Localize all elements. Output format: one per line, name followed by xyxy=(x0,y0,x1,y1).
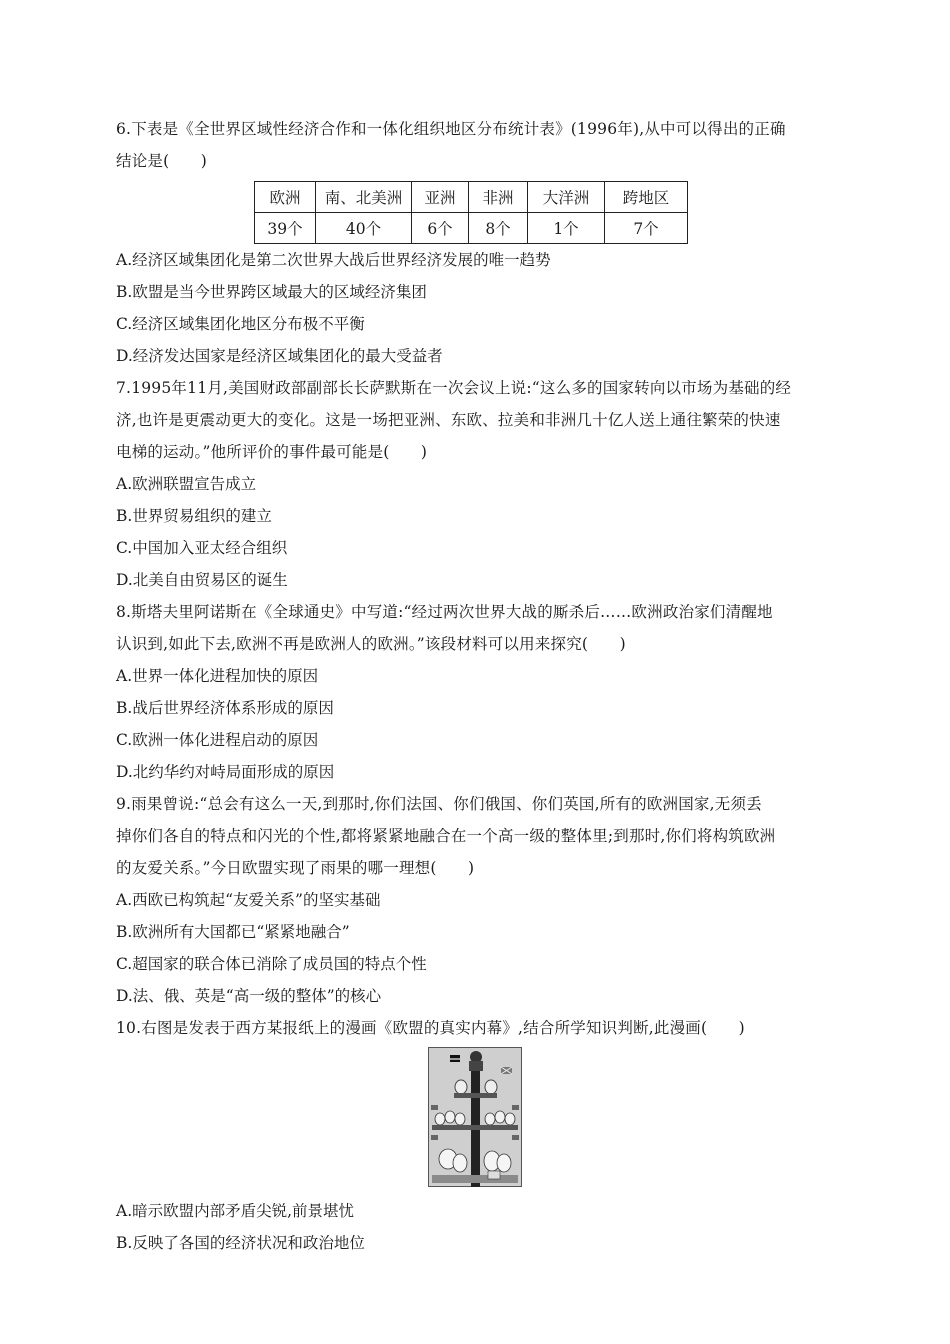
table-cell: 7个 xyxy=(605,213,688,244)
question-7-stem-line-3: 电梯的运动。”他所评价的事件最可能是( ) xyxy=(116,443,428,461)
question-6-option-c: C.经济区域集团化地区分布极不平衡 xyxy=(116,315,365,333)
question-10 xyxy=(116,1012,836,1259)
table-cell: 40个 xyxy=(316,213,412,244)
question-6-option-d: D.经济发达国家是经济区域集团化的最大受益者 xyxy=(116,347,443,365)
question-8-stem-line-1: 8.斯塔夫里阿诺斯在《全球通史》中写道:“经过两次世界大战的厮杀后……欧洲政治家们清醒地 xyxy=(116,603,773,621)
distribution-table xyxy=(254,181,688,244)
question-7 xyxy=(116,372,836,596)
question-6-option-b: B.欧盟是当今世界跨区域最大的区域经济集团 xyxy=(116,283,427,301)
question-9-option-a: A.西欧已构筑起“友爱关系”的坚实基础 xyxy=(116,891,381,909)
question-9-stem-line-2: 掉你们各自的特点和闪光的个性,都将紧紧地融合在一个高一级的整体里;到那时,你们将构筑欧洲 xyxy=(116,827,776,845)
question-9 xyxy=(116,788,836,1012)
question-8 xyxy=(116,596,836,788)
table-cell: 1个 xyxy=(528,213,605,244)
question-8-option-b: B.战后世界经济体系形成的原因 xyxy=(116,699,334,717)
table-cell: 39个 xyxy=(255,213,316,244)
table-header-cell: 非洲 xyxy=(469,182,528,213)
comic-container xyxy=(116,1047,836,1189)
question-7-option-d: D.北美自由贸易区的诞生 xyxy=(116,571,288,589)
question-10-stem-line-1: 10.右图是发表于西方某报纸上的漫画《欧盟的真实内幕》,结合所学知识判断,此漫画( ) xyxy=(116,1019,745,1037)
question-9-option-b: B.欧洲所有大国都已“紧紧地融合” xyxy=(116,923,350,941)
question-6-option-a: A.经济区域集团化是第二次世界大战后世界经济发展的唯一趋势 xyxy=(116,251,551,269)
eu-cartoon-image xyxy=(428,1047,522,1187)
question-7-stem-line-1: 7.1995年11月,美国财政部副部长长萨默斯在一次会议上说:“这么多的国家转向以市场为基础的经 xyxy=(116,379,792,397)
table-header-cell: 亚洲 xyxy=(412,182,469,213)
table-header-cell: 南、北美洲 xyxy=(316,182,412,213)
table-header-cell: 跨地区 xyxy=(605,182,688,213)
question-7-option-a: A.欧洲联盟宣告成立 xyxy=(116,475,257,493)
table-cell: 8个 xyxy=(469,213,528,244)
exam-page xyxy=(116,113,836,1259)
question-10-option-a: A.暗示欧盟内部矛盾尖锐,前景堪忧 xyxy=(116,1202,355,1220)
table-value-row xyxy=(255,213,688,244)
table-header-row xyxy=(255,182,688,213)
question-8-option-a: A.世界一体化进程加快的原因 xyxy=(116,667,319,685)
question-9-option-c: C.超国家的联合体已消除了成员国的特点个性 xyxy=(116,955,427,973)
question-7-stem-line-2: 济,也许是更震动更大的变化。这是一场把亚洲、东欧、拉美和非洲几十亿人送上通往繁荣的快速 xyxy=(116,411,781,429)
question-9-stem-line-1: 9.雨果曾说:“总会有这么一天,到那时,你们法国、你们俄国、你们英国,所有的欧洲国家,无须丢 xyxy=(116,795,762,813)
question-6-stem-line-2: 结论是( ) xyxy=(116,152,207,170)
question-6 xyxy=(116,113,836,372)
question-8-stem-line-2: 认识到,如此下去,欧洲不再是欧洲人的欧洲。”该段材料可以用来探究( ) xyxy=(116,635,626,653)
table-header-cell: 大洋洲 xyxy=(528,182,605,213)
question-9-option-d: D.法、俄、英是“高一级的整体”的核心 xyxy=(116,987,382,1005)
table-cell: 6个 xyxy=(412,213,469,244)
question-8-option-d: D.北约华约对峙局面形成的原因 xyxy=(116,763,335,781)
question-8-option-c: C.欧洲一体化进程启动的原因 xyxy=(116,731,319,749)
table-header-cell: 欧洲 xyxy=(255,182,316,213)
question-10-option-b: B.反映了各国的经济状况和政治地位 xyxy=(116,1234,365,1252)
question-9-stem-line-3: 的友爱关系。”今日欧盟实现了雨果的哪一理想( ) xyxy=(116,859,475,877)
question-6-stem-line-1: 6.下表是《全世界区域性经济合作和一体化组织地区分布统计表》(1996年),从中可以得出的正确 xyxy=(116,120,786,138)
question-7-option-c: C.中国加入亚太经合组织 xyxy=(116,539,288,557)
question-7-option-b: B.世界贸易组织的建立 xyxy=(116,507,272,525)
